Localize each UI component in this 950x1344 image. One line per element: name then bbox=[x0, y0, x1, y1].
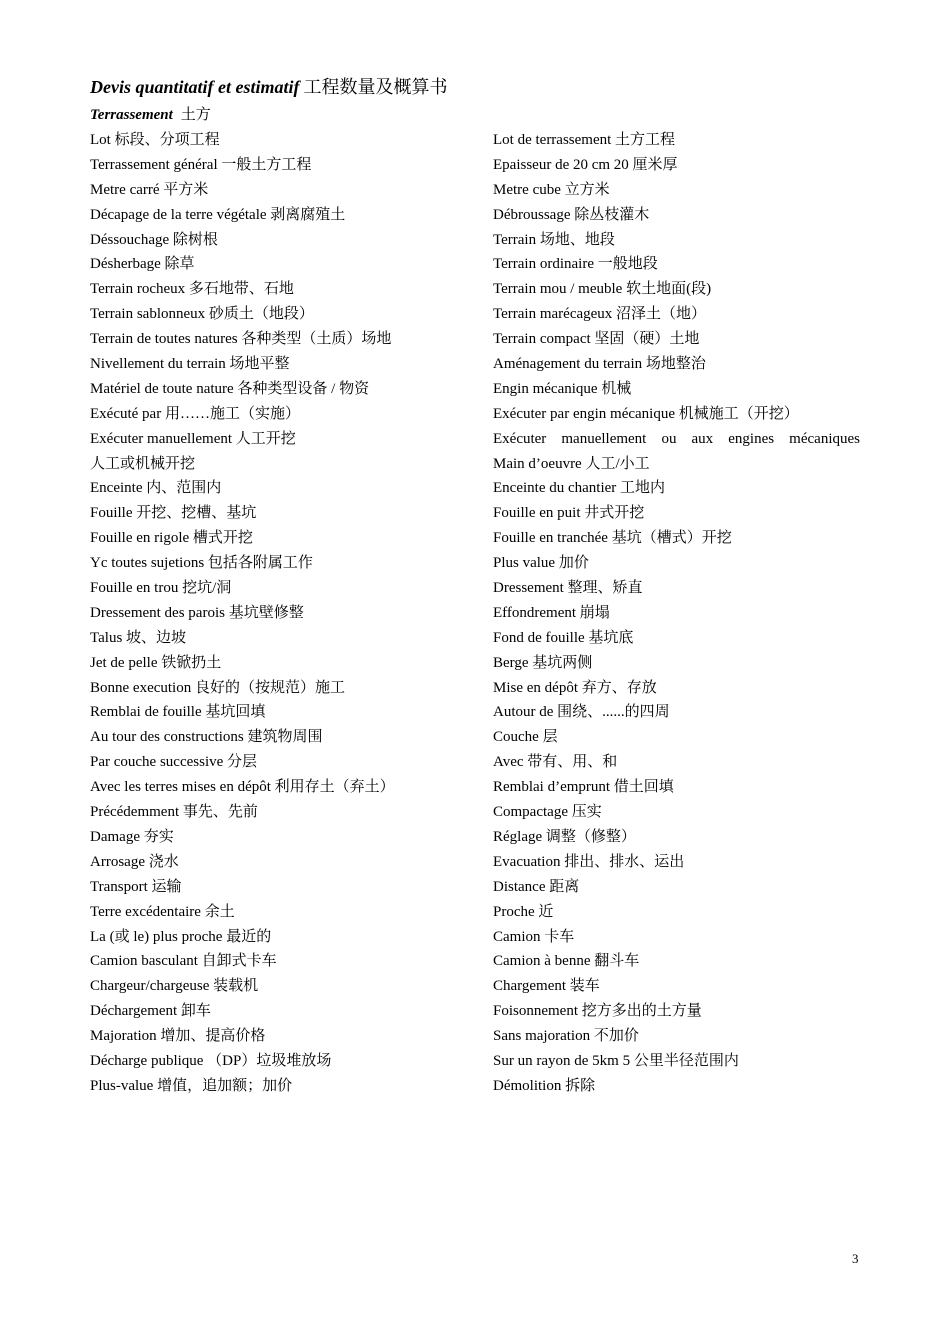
glossary-entry: Camion basculant 自卸式卡车 bbox=[90, 953, 277, 970]
glossary-entry: Proche 近 bbox=[493, 903, 554, 920]
left-term-column bbox=[90, 128, 485, 1099]
document-title bbox=[90, 74, 448, 100]
glossary-entry: Par couche successive 分层 bbox=[90, 754, 258, 771]
glossary-entry: Dressement des parois 基坑壁修整 bbox=[90, 604, 304, 621]
glossary-entry: Précédemment 事先、先前 bbox=[90, 804, 258, 821]
glossary-entry: Fouille en trou 挖坑/洞 bbox=[90, 580, 232, 597]
glossary-entry: Réglage 调整（修整） bbox=[493, 828, 636, 845]
glossary-entry: Lot de terrassement 土方工程 bbox=[493, 132, 676, 148]
glossary-entry: Dressement 整理、矫直 bbox=[493, 580, 643, 597]
glossary-entry: Mise en dépôt 弃方、存放 bbox=[493, 679, 657, 696]
glossary-entry: Berge 基坑两侧 bbox=[493, 654, 593, 671]
page-number: 3 bbox=[852, 1251, 859, 1266]
glossary-entry: Engin mécanique 机械 bbox=[493, 380, 632, 397]
glossary-entry: Exécuter manuellement 人工开挖 bbox=[90, 430, 296, 447]
glossary-entry: Damage 夯实 bbox=[90, 828, 174, 845]
glossary-entry: Remblai de fouille 基坑回填 bbox=[90, 704, 266, 721]
glossary-entry: 人工或机械开挖 bbox=[90, 455, 196, 472]
glossary-entry: Fouille en rigole 槽式开挖 bbox=[90, 530, 253, 547]
glossary-entry: Enceinte du chantier 工地内 bbox=[493, 480, 666, 497]
glossary-entry: Evacuation 排出、排水、运出 bbox=[493, 853, 685, 870]
glossary-entry: Camion 卡车 bbox=[493, 928, 575, 945]
glossary-entry: Jet de pelle 铁锨扔土 bbox=[90, 654, 222, 671]
glossary-entry: Nivellement du terrain 场地平整 bbox=[90, 356, 290, 373]
glossary-entry: Yc toutes sujetions 包括各附属工作 bbox=[90, 555, 313, 572]
glossary-entry: Autour de 围绕、......的四周 bbox=[493, 704, 670, 721]
glossary-entry: Remblai d’emprunt 借土回填 bbox=[493, 779, 674, 796]
section-heading bbox=[90, 103, 211, 127]
glossary-entry: Camion à benne 翻斗车 bbox=[493, 953, 640, 970]
glossary-entry: Effondrement 崩塌 bbox=[493, 604, 610, 621]
glossary-entry: Plus-value 增值，追加额；加价 bbox=[90, 1077, 293, 1094]
glossary-entry: Désherbage 除草 bbox=[90, 256, 195, 273]
right-term-column bbox=[493, 128, 860, 1099]
glossary-entry: Débroussage 除丛枝灌木 bbox=[493, 206, 650, 223]
glossary-entry: Terrain marécageux 沼泽土（地） bbox=[493, 306, 707, 323]
document-title-french: Devis quantitatif et estimatif bbox=[90, 77, 300, 97]
glossary-entry: Fond de fouille 基坑底 bbox=[493, 629, 634, 646]
glossary-entry: Décharge publique （DP）垃圾堆放场 bbox=[90, 1052, 332, 1069]
glossary-entry: Exécuté par 用……施工（实施） bbox=[90, 405, 300, 422]
glossary-entry: Avec 带有、用、和 bbox=[493, 754, 618, 771]
glossary-entry: Bonne execution 良好的（按规范）施工 bbox=[90, 679, 345, 696]
document-title-chinese: 工程数量及概算书 bbox=[303, 77, 448, 97]
glossary-entry: Terrain mou / meuble 软土地面(段) bbox=[493, 281, 712, 298]
glossary-entry: Transport 运输 bbox=[90, 878, 182, 895]
section-heading-chinese: 土方 bbox=[180, 107, 211, 123]
glossary-entry: Plus value 加价 bbox=[493, 555, 589, 572]
glossary-entry: Terrain rocheux 多石地带、石地 bbox=[90, 281, 294, 298]
glossary-entry: Fouille en tranchée 基坑（槽式）开挖 bbox=[493, 530, 732, 547]
glossary-entry: Fouille 开挖、挖槽、基坑 bbox=[90, 505, 257, 522]
glossary-entry: Lot 标段、分项工程 bbox=[90, 132, 220, 148]
glossary-entry: La (或 le) plus proche 最近的 bbox=[90, 928, 272, 945]
glossary-entry: Exécuter par engin mécanique 机械施工（开挖） bbox=[493, 405, 799, 422]
glossary-entry: Couche 层 bbox=[493, 729, 558, 746]
glossary-entry: Avec les terres mises en dépôt 利用存土（弃土） bbox=[90, 779, 395, 796]
glossary-entry: Chargeur/chargeuse 装载机 bbox=[90, 978, 259, 995]
glossary-entry: Terrain sablonneux 砂质土（地段） bbox=[90, 306, 314, 323]
glossary-entry: Sans majoration 不加价 bbox=[493, 1028, 639, 1045]
glossary-entry: Arrosage 浇水 bbox=[90, 853, 179, 870]
glossary-entry: Main d’oeuvre 人工/小工 bbox=[493, 455, 650, 472]
glossary-entry: Metre carré 平方米 bbox=[90, 181, 209, 198]
glossary-entry: Matériel de toute nature 各种类型设备 / 物资 bbox=[90, 380, 370, 397]
glossary-entry: Au tour des constructions 建筑物周围 bbox=[90, 729, 323, 746]
glossary-entry: Talus 坡、边坡 bbox=[90, 629, 187, 646]
glossary-entry: Compactage 压实 bbox=[493, 804, 602, 821]
glossary-entry: Terrain 场地、地段 bbox=[493, 231, 615, 248]
glossary-entry: Distance 距离 bbox=[493, 878, 580, 895]
glossary-entry: Chargement 装车 bbox=[493, 978, 600, 995]
glossary-entry: Majoration 增加、提高价格 bbox=[90, 1028, 266, 1045]
glossary-entry: Déssouchage 除树根 bbox=[90, 231, 218, 248]
glossary-entry: Exécuter manuellement ou aux engines mécaniques bbox=[493, 430, 860, 447]
glossary-entry: Terrain de toutes natures 各种类型（土质）场地 bbox=[90, 331, 392, 348]
glossary-entry: Aménagement du terrain 场地整治 bbox=[493, 356, 706, 373]
section-heading-french: Terrassement bbox=[90, 107, 173, 123]
glossary-entry: Terrain ordinaire 一般地段 bbox=[493, 256, 658, 273]
glossary-entry: Fouille en puit 井式开挖 bbox=[493, 505, 645, 522]
glossary-entry: Metre cube 立方米 bbox=[493, 181, 610, 198]
glossary-entry: Déchargement 卸车 bbox=[90, 1003, 211, 1020]
glossary-entry: Foisonnement 挖方多出的土方量 bbox=[493, 1003, 702, 1020]
glossary-entry: Terrassement général 一般土方工程 bbox=[90, 156, 312, 173]
glossary-entry: Sur un rayon de 5km 5 公里半径范围内 bbox=[493, 1052, 739, 1069]
glossary-entry: Enceinte 内、范围内 bbox=[90, 480, 222, 497]
glossary-entry: Décapage de la terre végétale 剥离腐殖土 bbox=[90, 206, 346, 223]
glossary-entry: Démolition 拆除 bbox=[493, 1077, 596, 1094]
glossary-entry: Epaisseur de 20 cm 20 厘米厚 bbox=[493, 156, 678, 173]
glossary-entry: Terrain compact 坚固（硬）土地 bbox=[493, 331, 700, 348]
glossary-entry: Terre excédentaire 余土 bbox=[90, 903, 235, 920]
